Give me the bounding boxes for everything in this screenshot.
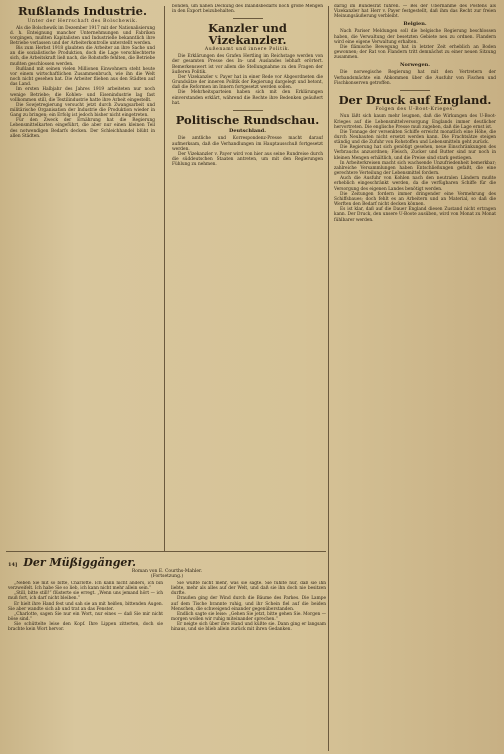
paragraph: „Charlotte, sagen Sie nur ein Wort, nur eines — daß Sie mir nicht böse sind.“ bbox=[8, 611, 163, 623]
paragraph: Die Tonnage der versenkten Schiffe erreicht monatlich eine Höhe, die durch Neubauten nicht ersetzt werden kann. Die Frachtsätze steigen ständig und die Zufuhr von Rohstoffen und Lebensmitteln geht zurück. bbox=[334, 129, 496, 146]
feuilleton-section bbox=[8, 556, 326, 746]
column-3 bbox=[334, 4, 496, 749]
installment-number: 14] bbox=[8, 562, 18, 568]
feuilleton-columns bbox=[8, 581, 326, 746]
column-2 bbox=[172, 4, 323, 549]
paragraph: Die Zeitungen fordern immer dringender eine Vermehrung des Schiffsbaues; doch fehlt es an Arbeitern und an Material, so daß die Werften den Bedarf nicht decken können. bbox=[334, 191, 496, 208]
section-heading: Politische Rundschau. bbox=[175, 112, 320, 127]
paragraph: bonden, um nahen Deckung des Inlandsbedarfs noch große Mengen in den Export beizubehalten. bbox=[172, 4, 323, 15]
paragraph: Die Regierung hat sich genötigt gesehen, neue Einschränkungen des Verbrauchs anzuordnen; Fleisch, Zucker und Butter sind nur noch in kleinen Mengen erhältlich, und die Preise sind stark gestiegen. bbox=[334, 145, 496, 161]
paragraph: Der Vizekanzler v. Payer wird von hier aus seine Rundreise durch die süddeutschen Staaten antreten, um mit den Regierungen Fühlung zu nehmen. bbox=[172, 151, 323, 168]
feuilleton-column-right bbox=[171, 581, 326, 746]
paragraph: In Arbeiterkreisen macht sich wachsende Unzufriedenheit bemerkbar; zahlreiche Versammlungen haben Entschließungen gefaßt, die eine gerechtere Verteilung der Lebensmittel fordern. bbox=[334, 160, 496, 177]
paragraph: Für den Zweck der Ernährung hat die Regierung Lebensmittelkarten eingeführt, die aber nur einen kleinen Teil des notwendigen Bedarfs decken. Der Schleichhandel blüht in allen Städten. bbox=[10, 118, 155, 139]
article-heading: Rußlands Industrie. bbox=[17, 4, 148, 18]
section-label: Norwegen. bbox=[399, 62, 431, 69]
feuilleton-rule bbox=[6, 551, 326, 552]
paragraph: Er neigte sich über ihre Hand und küßte sie. Dann ging er langsam hinaus, und sie blieb allein zurück mit ihren Gedanken. bbox=[171, 622, 326, 633]
paragraph: Endlich sagte sie leise: „Gehen Sie jetzt, bitte gehen Sie. Morgen — morgen wollen wir ruhig miteinander sprechen.“ bbox=[171, 611, 326, 623]
paragraph: Im ersten Halbjahr des Jahres 1919 arbeiteten nur noch wenige Betriebe; die Kohlen- und Eisenindustrie lag fast vollkommen still, die Textilindustrie hatte ihre Arbeit eingestellt. bbox=[10, 87, 155, 103]
paragraph: Draußen ging der Wind durch die Bäume des Parkes. Die Lampe auf dem Tische brannte ruhig, und ihr Schein fiel auf die beiden Menschen, die schweigend einander gegenüberstanden. bbox=[171, 596, 326, 612]
article-subheading: Folgen des U-Boot-Krieges. bbox=[375, 107, 455, 113]
paragraph: Sie schüttelte leise den Kopf. Ihre Lippen zitterten, doch sie brachte kein Wort hervor. bbox=[8, 622, 163, 633]
continuation-note: (Fortsetzung.) bbox=[150, 574, 184, 579]
paragraph: Der Vizekanzler v. Payer hat in einer Rede vor Abgeordneten die Grundsätze der inneren Politik der Regierung dargelegt und betont, daß die Reformen im Innern fortgesetzt werden sollen. bbox=[172, 74, 323, 91]
paragraph: Nun läßt sich kaum mehr leugnen, daß die Wirkungen des U-Boot-Krieges auf die Lebensmittelversorgung Englands immer deutlicher hervortreten. Die englische Presse muß zugeben, daß die Lage ernst ist. bbox=[334, 114, 496, 130]
paragraph: Die Erklärungen des Grafen Hertling im Reichstage werden von der gesamten Presse des In- und Auslandes lebhaft erörtert. Bemerkenswert ist vor allem die Stellungnahme zu den Fragen der äußeren Politik. bbox=[172, 54, 323, 75]
paragraph: Die amtliche und Korrespondenz-Presse macht darauf aufmerksam, daß die Verhandlungen im Hauptausschuß fortgesetzt werden. bbox=[172, 136, 323, 152]
paragraph: Bis zum Herbst 1918 glaubten die Arbeiter an ihre Sache und an die sozialistische Produktion, doch die Lage verschlechterte sich, die Arbeitskraft ließ nach, die Rohstoffe fehlten, die Betriebe mußten geschlossen werden. bbox=[10, 46, 155, 67]
article-subheading: Unter der Herrschaft des Bolschewik. bbox=[27, 18, 138, 24]
divider bbox=[400, 90, 430, 91]
novel-author: Roman von E. Courths-Mahler. bbox=[131, 569, 203, 574]
section-label: Belgien. bbox=[403, 21, 427, 28]
paragraph: Als die Bolschewik im Dezember 1917 mit der Nationalisierung d. h. Enteignung mancher Unternehmungen und Fabriken vorgingen, mußten Kapitalisten und Industrielle bekanntlich ihre Betriebe verlassen und der Arbeiterkontrolle unterstellt werden. bbox=[10, 25, 155, 46]
article-subheading: Außenamt und innere Politik. bbox=[204, 47, 291, 53]
paragraph: Die norwegische Regierung hat mit den Vertretern der Verbandsmächte ein Abkommen über die Ausfuhr von Fischen und Fischkonserven getroffen. bbox=[334, 70, 496, 86]
paragraph: darlig im Bundesrat führen. — Bei der Übernahme des Postens als Vizekanzler hat Herr v. Payer festgestellt, daß ihm das Recht zur freien Meinungsäußerung verbleibt. bbox=[334, 4, 496, 20]
divider bbox=[233, 18, 263, 19]
feuilleton-header bbox=[8, 556, 326, 569]
section-label: Deutschland. bbox=[229, 128, 266, 135]
paragraph: Auch die Ausfuhr von Kohlen nach den neutralen Ländern mußte erheblich eingeschränkt werden, da die verfügbaren Schiffe für die Versorgung des eigenen Landes benötigt werden. bbox=[334, 176, 496, 192]
novel-title: Der Müßiggänger. bbox=[23, 556, 137, 569]
article-heading: Der Druck auf England. bbox=[338, 92, 492, 107]
divider bbox=[233, 110, 263, 111]
article-heading: Kanzler und Vizekanzler. bbox=[208, 21, 287, 47]
paragraph: „Still, bitte still!“ flüsterte sie erregt. „Wenn uns jemand hört — ich muß fort, ich darf nicht bleiben.“ bbox=[8, 591, 163, 602]
feuilleton-column-left bbox=[8, 581, 163, 746]
paragraph: Nach Pariser Meldungen soll die belgische Regierung beschlossen haben, die Verwaltung der besetzten Gebiete neu zu ordnen. Flandern wird eine eigene Verwaltung erhalten. bbox=[334, 29, 496, 45]
paragraph: „Neben Sie mit so bitte, Charlotte. Ich kann nicht anders, ich bin verzweifelt. Ich habe Sie so lieb, ich kann nicht mehr allein sein.“ bbox=[8, 581, 163, 592]
paragraph: Die Mehrheitsparteien haben sich mit den Erklärungen einverstanden erklärt, während die Rechte ihre Bedenken geäußert hat. bbox=[172, 90, 323, 106]
column-rule-2 bbox=[328, 6, 329, 751]
paragraph: Die flämische Bewegung hat in letzter Zeit erheblich an Boden gewonnen; der Rat von Flandern tritt demnächst zu einer neuen Sitzung zusammen. bbox=[334, 44, 496, 61]
column-rule-1 bbox=[164, 6, 165, 551]
paragraph: Rußland mit seinen vielen Millionen Einwohnern steht heute vor einem wirtschaftlichen Zusammenbruch, wie ihn die Welt noch nicht gesehen hat. Die Arbeiter fliehen aus den Städten auf das Land. bbox=[10, 66, 155, 88]
paragraph: Die Sowjetregierung versucht jetzt durch Zwangsarbeit und militärische Organisation der Industrie die Produktion wieder in Gang zu bringen; ein Erfolg ist jedoch bisher nicht eingetreten. bbox=[10, 102, 155, 119]
paragraph: Es ist klar, daß auf die Dauer England diesen Zustand nicht ertragen kann. Der Druck, den unsere U-Boote ausüben, wird von Monat zu Monat fühlbarer werden. bbox=[334, 207, 496, 223]
paragraph: Sie wußte nicht mehr, was sie sagte. Sie fühlte nur, daß sie ihn liebte, mehr als alles auf der Welt, und daß sie ihn doch nie besitzen durfte. bbox=[171, 581, 326, 597]
column-1 bbox=[10, 4, 155, 549]
paragraph: Er hielt ihre Hand fest und sah sie an mit heißen, bittenden Augen. Sie aber wandte sich ab und trat an das Fenster. bbox=[8, 601, 163, 612]
